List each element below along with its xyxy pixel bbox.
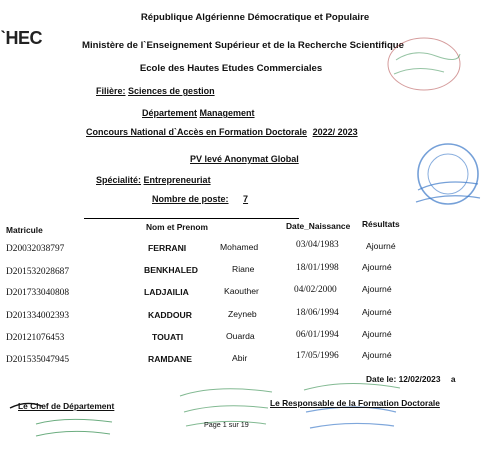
pv-title: PV levé Anonymat Global <box>190 154 299 164</box>
row-date: 04/02/2000 <box>294 285 337 295</box>
row-matricule: D20121076453 <box>6 333 65 343</box>
row-matricule: D201334002393 <box>6 311 70 321</box>
departement-line <box>142 108 255 118</box>
row-nom: LADJAILIA <box>144 287 189 297</box>
row-prenom: Riane <box>232 264 255 274</box>
row-date: 18/01/1998 <box>296 263 339 273</box>
header-nom: Nom et Prenom <box>146 222 208 232</box>
row-nom: TOUATI <box>152 332 184 342</box>
filiere-label: Filière: <box>96 86 126 96</box>
departement-value: Management <box>199 108 255 118</box>
row-matricule: D20032038797 <box>6 244 65 254</box>
header-date: Date_Naissance <box>286 221 351 231</box>
stamp-seal-icon <box>176 378 276 438</box>
row-prenom: Ouarda <box>226 331 255 341</box>
page-number: Page 1 sur 19 <box>204 420 249 429</box>
ministry-title: Ministère de l`Enseignement Supérieur et de la Recherche Scientifique <box>81 40 404 51</box>
date-le: Date le: 12/02/2023 <box>366 374 441 384</box>
school-logo: ˋHEC <box>0 28 42 48</box>
specialite-label: Spécialité: <box>96 175 142 185</box>
chef-departement: Le Chef de Département <box>18 401 115 411</box>
specialite-value: Entrepreneuriat <box>143 175 211 185</box>
row-prenom: Abir <box>232 353 248 363</box>
row-date: 03/04/1983 <box>296 240 339 250</box>
departement-label: Département <box>142 108 198 118</box>
row-prenom: Kaouther <box>224 286 259 296</box>
stamp-red-icon <box>384 34 464 94</box>
filiere-line <box>96 86 215 96</box>
row-matricule: D201532028687 <box>6 267 70 277</box>
row-nom: FERRANI <box>148 243 187 253</box>
row-resultat: Ajourné <box>362 329 392 339</box>
row-resultat: Ajourné <box>362 262 392 272</box>
row-nom: BENKHALED <box>144 265 198 275</box>
table-rule <box>84 218 299 219</box>
row-matricule: D201535047945 <box>6 355 70 365</box>
postes-line <box>152 194 248 204</box>
responsable-formation: Le Responsable de la Formation Doctorale <box>270 398 440 408</box>
row-nom: RAMDANE <box>148 354 192 364</box>
row-resultat: Ajourné <box>362 307 392 317</box>
postes-label: Nombre de poste: <box>152 194 229 204</box>
row-prenom: Zeyneb <box>228 309 257 319</box>
school-title: Ecole des Hautes Etudes Commerciales <box>139 63 323 74</box>
concours-title: Concours National d`Accès en Formation Doctorale <box>86 127 308 137</box>
header-resultat: Résultats <box>362 219 400 229</box>
postes-value: 7 <box>243 194 249 204</box>
row-nom: KADDOUR <box>148 310 192 320</box>
concours-year: 2022/ 2023 <box>312 127 358 137</box>
row-resultat: Ajourné <box>362 350 392 360</box>
stamp-blue-icon <box>412 138 482 208</box>
date-suffix: a <box>450 374 456 384</box>
specialite-line <box>96 175 211 185</box>
concours-line <box>86 127 358 137</box>
header-matricule: Matricule <box>6 225 43 235</box>
row-resultat: Ajourné <box>366 241 396 251</box>
row-date: 17/05/1996 <box>296 351 339 361</box>
row-date: 06/01/1994 <box>296 330 339 340</box>
filiere-value: Sciences de gestion <box>128 86 215 96</box>
republic-title: République Algérienne Démocratique et Populaire <box>140 12 370 23</box>
row-matricule: D201733040808 <box>6 288 70 298</box>
row-resultat: Ajourné <box>362 284 392 294</box>
row-prenom: Mohamed <box>220 242 259 252</box>
row-date: 18/06/1994 <box>296 308 339 318</box>
